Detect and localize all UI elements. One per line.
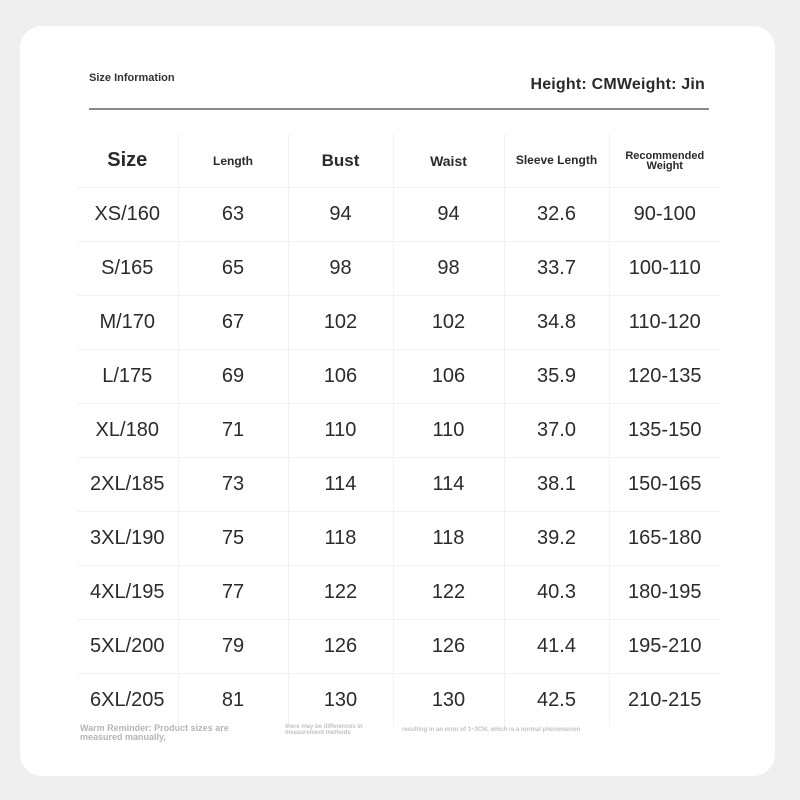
size-cell: 4XL/195 <box>77 566 178 620</box>
sleeve-length-cell: 32.6 <box>504 188 609 242</box>
sleeve-length-cell: 39.2 <box>504 512 609 566</box>
recommended-weight-cell: 120-135 <box>609 350 720 404</box>
bust-cell: 118 <box>288 512 393 566</box>
table-row <box>77 620 720 674</box>
sleeve-length-cell: 33.7 <box>504 242 609 296</box>
recommended-weight-cell: 210-215 <box>609 674 720 728</box>
recommended-weight-cell: 180-195 <box>609 566 720 620</box>
column-header-size: Size <box>107 149 148 171</box>
waist-cell: 98 <box>393 242 504 296</box>
recommended-weight-cell: 195-210 <box>609 620 720 674</box>
waist-cell: 122 <box>393 566 504 620</box>
size-cell: XS/160 <box>77 188 178 242</box>
size-cell: M/170 <box>77 296 178 350</box>
bust-cell: 110 <box>288 404 393 458</box>
waist-cell: 114 <box>393 458 504 512</box>
length-cell: 65 <box>178 242 288 296</box>
recommended-weight-cell: 165-180 <box>609 512 720 566</box>
bust-cell: 126 <box>288 620 393 674</box>
sleeve-length-cell: 40.3 <box>504 566 609 620</box>
length-cell: 63 <box>178 188 288 242</box>
reminder-note-measurement: there may be differences in measurement methods <box>285 724 363 736</box>
table-row <box>77 512 720 566</box>
recommended-weight-cell: 90-100 <box>609 188 720 242</box>
waist-cell: 106 <box>393 350 504 404</box>
table-row <box>77 242 720 296</box>
table-row <box>77 458 720 512</box>
reminder-note-error: resulting in an error of 1~3CM, which is a normal phenomenon <box>402 727 581 733</box>
size-chart-card <box>20 26 775 776</box>
length-cell: 81 <box>178 674 288 728</box>
length-cell: 75 <box>178 512 288 566</box>
length-cell: 77 <box>178 566 288 620</box>
table-row <box>77 566 720 620</box>
table-row <box>77 296 720 350</box>
recommended-weight-cell: 150-165 <box>609 458 720 512</box>
length-cell: 69 <box>178 350 288 404</box>
column-header-recommended-weight: Recommended Weight <box>609 134 720 188</box>
length-cell: 67 <box>178 296 288 350</box>
table-row <box>77 674 720 728</box>
sleeve-length-cell: 34.8 <box>504 296 609 350</box>
length-cell: 71 <box>178 404 288 458</box>
sleeve-length-cell: 37.0 <box>504 404 609 458</box>
bust-cell: 130 <box>288 674 393 728</box>
bust-cell: 122 <box>288 566 393 620</box>
recommended-weight-cell: 100-110 <box>609 242 720 296</box>
column-header-length: Length <box>178 134 288 188</box>
waist-cell: 102 <box>393 296 504 350</box>
bust-cell: 106 <box>288 350 393 404</box>
warm-reminder-text: Warm Reminder: Product sizes are measured manually, <box>80 723 229 742</box>
size-cell: 3XL/190 <box>77 512 178 566</box>
recommended-weight-cell: 110-120 <box>609 296 720 350</box>
size-cell: 6XL/205 <box>77 674 178 728</box>
sleeve-length-cell: 42.5 <box>504 674 609 728</box>
size-cell: L/175 <box>77 350 178 404</box>
size-cell: XL/180 <box>77 404 178 458</box>
waist-cell: 110 <box>393 404 504 458</box>
sleeve-length-cell: 38.1 <box>504 458 609 512</box>
size-table <box>77 134 720 727</box>
length-cell: 73 <box>178 458 288 512</box>
header-divider <box>89 108 709 110</box>
waist-cell: 126 <box>393 620 504 674</box>
length-cell: 79 <box>178 620 288 674</box>
size-cell: 2XL/185 <box>77 458 178 512</box>
sleeve-length-cell: 41.4 <box>504 620 609 674</box>
bust-cell: 98 <box>288 242 393 296</box>
bust-cell: 94 <box>288 188 393 242</box>
waist-cell: 118 <box>393 512 504 566</box>
table-row <box>77 188 720 242</box>
sleeve-length-cell: 35.9 <box>504 350 609 404</box>
table-row <box>77 404 720 458</box>
table-body <box>77 188 720 728</box>
column-header-bust: Bust <box>288 134 393 188</box>
column-header-waist: Waist <box>393 134 504 188</box>
column-header-sleeve-length: Sleeve Length <box>504 134 609 188</box>
size-information-title: Size Information <box>89 72 175 84</box>
table-row <box>77 350 720 404</box>
size-cell: S/165 <box>77 242 178 296</box>
bust-cell: 114 <box>288 458 393 512</box>
waist-cell: 130 <box>393 674 504 728</box>
size-cell: 5XL/200 <box>77 620 178 674</box>
bust-cell: 102 <box>288 296 393 350</box>
recommended-weight-cell: 135-150 <box>609 404 720 458</box>
unit-label: Height: CMWeight: Jin <box>530 76 705 93</box>
table-header-row <box>77 134 720 188</box>
waist-cell: 94 <box>393 188 504 242</box>
